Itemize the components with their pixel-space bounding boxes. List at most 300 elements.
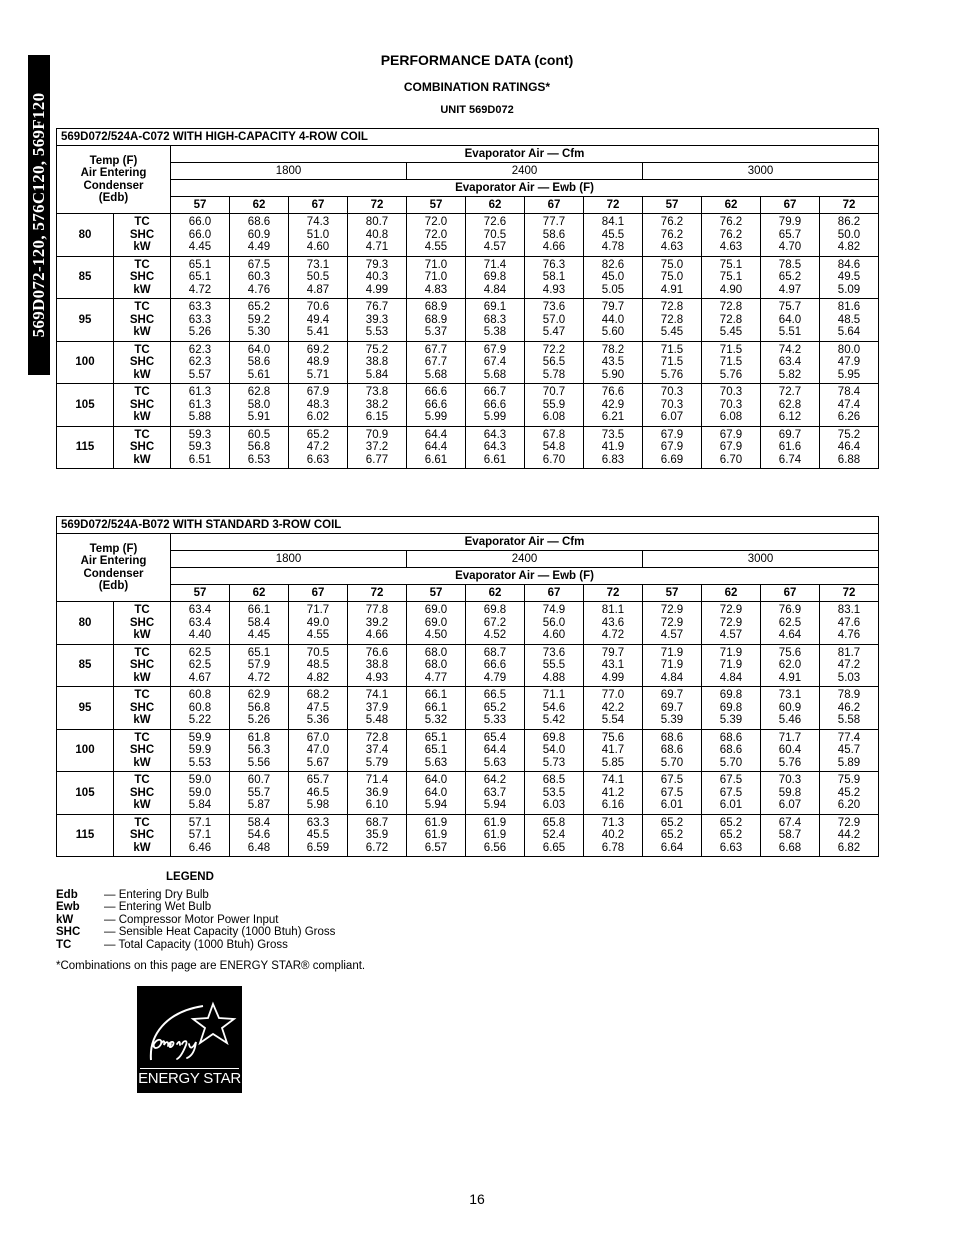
shc-value: 69.8 [483,271,507,283]
kw-value: 4.97 [778,283,802,296]
shc-value: 67.2 [483,616,507,629]
value-cell [289,729,348,772]
tc-value: 66.1 [424,689,448,701]
tc-value: 81.7 [837,646,861,659]
value-cell [407,687,466,730]
value-cell [702,687,761,730]
kw-value: 6.03 [542,799,566,811]
value-cell [230,814,289,857]
value-cell [702,214,761,257]
tc-value: 67.9 [483,343,507,356]
ewb-header: 62 [702,197,761,214]
metric-label: TC [134,646,150,659]
tc-value: 63.3 [306,816,330,829]
tc-value: 64.4 [424,428,448,441]
metric-label: TC [134,604,150,616]
shc-value: 65.2 [778,271,802,283]
shc-value: 63.4 [188,616,212,629]
kw-value: 5.42 [542,714,566,726]
kw-value: 4.82 [306,671,330,684]
legend-item [56,914,335,927]
cfm-header: 3000 [643,163,879,180]
tc-value: 75.0 [660,258,684,271]
ewb-header: 57 [643,585,702,602]
kw-value: 6.70 [542,453,566,466]
tc-value: 68.9 [424,301,448,313]
tc-value: 67.9 [306,386,330,398]
kw-value: 4.72 [188,283,212,296]
kw-value: 6.07 [778,799,802,811]
shc-value: 37.4 [365,744,389,756]
shc-value: 66.6 [483,398,507,411]
tc-value: 65.8 [542,816,566,829]
cfm-header: 2400 [407,163,643,180]
temp-column-header [57,146,171,214]
tc-value: 72.9 [837,816,861,829]
value-cell [761,602,820,645]
value-cell [171,772,230,815]
shc-value: 48.3 [306,398,330,411]
kw-value: 5.54 [601,714,625,726]
value-cell [761,426,820,469]
legend-abbr: Edb [56,888,78,901]
metric-label: kW [133,453,151,466]
shc-value: 61.3 [188,398,212,411]
ewb-header: 67 [761,585,820,602]
shc-value: 57.0 [542,313,566,326]
tc-value: 75.6 [601,731,625,744]
shc-value: 64.0 [424,786,448,799]
shc-value: 67.5 [660,786,684,799]
shc-value: 53.5 [542,786,566,799]
shc-value: 60.4 [778,744,802,756]
tc-value: 79.7 [601,646,625,659]
temp-cell: 95 [57,687,114,730]
shc-value: 46.5 [306,786,330,799]
tc-value: 69.1 [483,301,507,313]
kw-value: 5.03 [837,671,861,684]
shc-value: 64.0 [778,313,802,326]
metric-label: SHC [129,659,155,671]
ewb-header: 62 [466,585,525,602]
tc-value: 66.7 [483,386,507,398]
tc-value: 72.0 [424,216,448,228]
shc-value: 56.8 [247,441,271,453]
kw-value: 6.16 [601,799,625,811]
tc-value: 69.8 [719,689,743,701]
page-title: PERFORMANCE DATA (cont) [380,52,574,68]
kw-value: 5.63 [424,756,448,769]
tc-value: 71.7 [778,731,802,744]
value-cell [171,687,230,730]
value-cell [643,814,702,857]
tc-value: 71.7 [306,604,330,616]
shc-value: 65.2 [660,829,684,841]
tc-value: 74.1 [365,689,389,701]
kw-value: 5.95 [837,368,861,381]
shc-value: 54.6 [542,701,566,714]
kw-value: 5.45 [660,326,684,338]
value-cell [584,814,643,857]
shc-value: 76.2 [660,228,684,241]
kw-value: 4.57 [719,629,743,641]
kw-value: 4.63 [719,241,743,253]
kw-value: 5.90 [601,368,625,381]
legend-abbr: kW [56,913,74,926]
metric-label: TC [134,258,150,271]
kw-value: 4.87 [306,283,330,296]
kw-value: 5.41 [306,326,330,338]
tc-value: 76.7 [365,301,389,313]
tc-value: 74.3 [306,216,330,228]
shc-value: 72.9 [719,616,743,629]
shc-value: 58.7 [778,829,802,841]
kw-value: 4.84 [483,283,507,296]
kw-value: 5.87 [247,799,271,811]
tc-value: 71.3 [601,816,625,829]
shc-value: 71.5 [719,356,743,368]
value-cell [407,384,466,427]
value-cell [761,772,820,815]
legend-abbr: TC [56,938,72,951]
tc-value: 65.2 [247,301,271,313]
shc-value: 75.0 [660,271,684,283]
tc-value: 69.2 [306,343,330,356]
kw-value: 4.72 [247,671,271,684]
tc-value: 64.2 [483,774,507,786]
kw-value: 5.98 [306,799,330,811]
shc-value: 47.4 [837,398,861,411]
shc-value: 50.0 [837,228,861,241]
kw-value: 5.46 [778,714,802,726]
kw-value: 5.88 [188,411,212,423]
value-cell [466,772,525,815]
shc-value: 38.8 [365,659,389,671]
tc-value: 84.1 [601,216,625,228]
value-cell [289,644,348,687]
tc-value: 75.9 [837,774,861,786]
kw-value: 4.50 [424,629,448,641]
tc-value: 69.7 [660,689,684,701]
value-cell [643,256,702,299]
tc-value: 61.8 [247,731,271,744]
value-cell [702,814,761,857]
kw-value: 5.70 [719,756,743,769]
metric-label: SHC [129,313,155,326]
shc-value: 76.2 [719,228,743,241]
value-cell [466,214,525,257]
value-cell [643,341,702,384]
tc-value: 81.6 [837,301,861,313]
tc-value: 67.8 [542,428,566,441]
tc-value: 57.1 [188,816,212,829]
tc-value: 70.6 [306,301,330,313]
tc-value: 70.3 [719,386,743,398]
value-cell [702,384,761,427]
table-row [57,602,879,645]
kw-value: 5.63 [483,756,507,769]
ewb-header: 62 [230,585,289,602]
tc-value: 59.3 [188,428,212,441]
metric-label: SHC [129,701,155,714]
shc-value: 48.5 [837,313,861,326]
tc-value: 86.2 [837,216,861,228]
value-cell [171,299,230,342]
shc-value: 40.3 [365,271,389,283]
tc-value: 66.5 [483,689,507,701]
ewb-header: 62 [230,197,289,214]
kw-value: 4.55 [424,241,448,253]
tc-value: 65.7 [306,774,330,786]
shc-value: 47.0 [306,744,330,756]
tc-value: 72.8 [719,301,743,313]
tc-value: 69.8 [483,604,507,616]
value-cell [525,384,584,427]
value-cell [761,729,820,772]
tc-value: 77.4 [837,731,861,744]
kw-value: 5.79 [365,756,389,769]
tc-value: 81.1 [601,604,625,616]
table-row [57,814,879,857]
shc-value: 40.8 [365,228,389,241]
metric-labels [114,299,171,342]
table-row [57,729,879,772]
kw-value: 4.60 [306,241,330,253]
kw-value: 6.68 [778,841,802,854]
value-cell [407,772,466,815]
value-cell [643,772,702,815]
kw-value: 6.64 [660,841,684,854]
tc-value: 64.3 [483,428,507,441]
shc-value: 59.9 [188,744,212,756]
kw-value: 5.76 [719,368,743,381]
kw-value: 4.99 [365,283,389,296]
tc-value: 78.2 [601,343,625,356]
temp-header-line: Air Entering [80,555,147,567]
shc-value: 71.0 [424,271,448,283]
value-cell [525,772,584,815]
shc-value: 56.5 [542,356,566,368]
shc-value: 67.5 [719,786,743,799]
shc-value: 65.1 [424,744,448,756]
shc-value: 59.0 [188,786,212,799]
value-cell [525,256,584,299]
kw-value: 6.61 [483,453,507,466]
kw-value: 4.84 [660,671,684,684]
kw-value: 6.61 [424,453,448,466]
tc-value: 72.7 [778,386,802,398]
tc-value: 60.7 [247,774,271,786]
value-cell [466,729,525,772]
kw-value: 4.63 [660,241,684,253]
value-cell [761,214,820,257]
kw-value: 5.71 [306,368,330,381]
shc-value: 50.5 [306,271,330,283]
value-cell [761,256,820,299]
tc-value: 63.4 [188,604,212,616]
tc-value: 75.7 [778,301,802,313]
value-cell [820,687,879,730]
shc-value: 64.4 [483,744,507,756]
metric-label: TC [134,428,150,441]
kw-value: 5.70 [660,756,684,769]
kw-value: 5.33 [483,714,507,726]
ewb-header: 72 [820,197,879,214]
tc-value: 76.2 [660,216,684,228]
tc-value: 68.2 [306,689,330,701]
shc-value: 41.9 [601,441,625,453]
kw-value: 6.69 [660,453,684,466]
shc-value: 58.6 [542,228,566,241]
shc-value: 58.1 [542,271,566,283]
shc-value: 68.3 [483,313,507,326]
metric-label: SHC [129,228,155,241]
value-cell [466,426,525,469]
kw-value: 4.93 [365,671,389,684]
tc-value: 67.0 [306,731,330,744]
shc-value: 43.1 [601,659,625,671]
temp-cell: 115 [57,426,114,469]
value-cell [230,644,289,687]
tc-value: 70.5 [306,646,330,659]
shc-value: 55.5 [542,659,566,671]
tc-value: 58.4 [247,816,271,829]
kw-value: 5.73 [542,756,566,769]
metric-label: TC [134,816,150,829]
kw-value: 5.30 [247,326,271,338]
shc-value: 36.9 [365,786,389,799]
value-cell [525,602,584,645]
temp-header-line: Condenser [83,179,144,192]
kw-value: 4.83 [424,283,448,296]
value-cell [171,384,230,427]
evap-cfm-header: Evaporator Air — Cfm [171,534,879,551]
shc-value: 39.2 [365,616,389,629]
value-cell [407,814,466,857]
table-row [57,772,879,815]
kw-value: 4.55 [306,629,330,641]
kw-value: 6.51 [188,453,212,466]
tc-value: 72.2 [542,343,566,356]
kw-value: 4.88 [542,671,566,684]
tc-value: 71.5 [660,343,684,356]
kw-value: 5.91 [247,411,271,423]
metric-label: SHC [129,786,155,799]
side-tab-text: 569D072-120, 576C120, 569F120 [29,92,48,338]
metric-label: TC [134,343,150,356]
metric-label: SHC [129,829,155,841]
value-cell [407,214,466,257]
shc-value: 72.8 [660,313,684,326]
kw-value: 5.26 [247,714,271,726]
kw-value: 4.60 [542,629,566,641]
value-cell [466,602,525,645]
shc-value: 46.4 [837,441,861,453]
legend-definition: — Entering Dry Bulb [104,888,209,901]
kw-value: 6.70 [719,453,743,466]
shc-value: 45.5 [306,829,330,841]
kw-value: 5.36 [306,714,330,726]
tc-value: 64.0 [247,343,271,356]
tc-value: 78.9 [837,689,861,701]
value-cell [525,729,584,772]
legend-definition: — Compressor Motor Power Input [104,913,279,926]
ewb-header: 57 [171,585,230,602]
temp-cell: 100 [57,729,114,772]
side-tab [28,55,50,375]
ewb-header: 57 [407,585,466,602]
temp-cell: 100 [57,341,114,384]
tc-value: 71.5 [719,343,743,356]
table-row [57,256,879,299]
tc-value: 68.6 [247,216,271,228]
shc-value: 56.8 [247,701,271,714]
shc-value: 38.2 [365,398,389,411]
value-cell [348,299,407,342]
table-caption: 569D072/524A-B072 WITH STANDARD 3-ROW COIL [57,517,879,534]
shc-value: 65.1 [188,271,212,283]
value-cell [584,214,643,257]
kw-value: 6.82 [837,841,861,854]
shc-value: 71.5 [660,356,684,368]
value-cell [230,602,289,645]
table-row [57,341,879,384]
shc-value: 42.9 [601,398,625,411]
kw-value: 5.89 [837,756,861,769]
tc-value: 71.4 [483,258,507,271]
metric-label: kW [133,241,151,253]
kw-value: 4.78 [601,241,625,253]
tc-value: 68.6 [660,731,684,744]
shc-value: 67.7 [424,356,448,368]
tc-value: 67.5 [247,258,271,271]
tc-value: 60.5 [247,428,271,441]
kw-value: 6.08 [542,411,566,423]
shc-value: 63.7 [483,786,507,799]
value-cell [761,299,820,342]
ewb-header: 62 [466,197,525,214]
temp-header-line: Air Entering [80,167,147,179]
shc-value: 65.7 [778,228,802,241]
value-cell [348,772,407,815]
value-cell [584,602,643,645]
tc-value: 70.7 [542,386,566,398]
shc-value: 65.2 [719,829,743,841]
tc-value: 61.9 [483,816,507,829]
value-cell [761,814,820,857]
value-cell [643,644,702,687]
metric-labels [114,729,171,772]
tc-value: 68.7 [365,816,389,829]
tc-value: 61.9 [424,816,448,829]
kw-value: 6.02 [306,411,330,423]
tc-value: 65.1 [424,731,448,744]
shc-value: 40.2 [601,829,625,841]
evap-cfm-header: Evaporator Air — Cfm [171,146,879,163]
ewb-header: 72 [584,197,643,214]
page-subtitle: COMBINATION RATINGS* [403,80,551,94]
kw-value: 5.60 [601,326,625,338]
metric-labels [114,602,171,645]
kw-value: 5.09 [837,283,861,296]
tc-value: 71.9 [719,646,743,659]
shc-value: 47.9 [837,356,861,368]
energy-star-label: ENERGY STAR [138,1070,241,1087]
kw-value: 6.21 [601,411,625,423]
tc-value: 62.3 [188,343,212,356]
kw-value: 5.58 [837,714,861,726]
value-cell [761,341,820,384]
